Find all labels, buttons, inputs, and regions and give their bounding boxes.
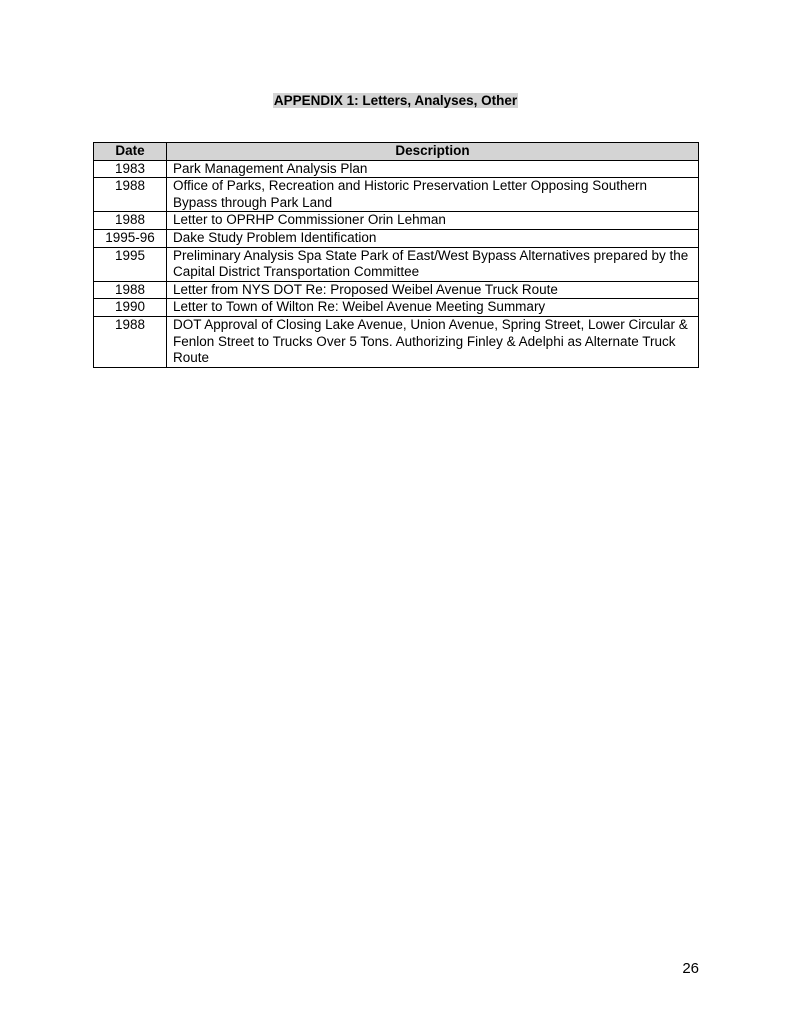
- row-date: 1988: [94, 316, 167, 367]
- table-row: [94, 247, 699, 281]
- row-description: Dake Study Problem Identification: [167, 229, 699, 247]
- row-date: 1988: [94, 281, 167, 299]
- row-description: Preliminary Analysis Spa State Park of East/West Bypass Alternatives prepared by the Capital District Transportation Committee: [167, 247, 699, 281]
- row-description: Office of Parks, Recreation and Historic Preservation Letter Opposing Southern Bypass through Park Land: [167, 178, 699, 212]
- table-row: [94, 178, 699, 212]
- appendix-heading: [0, 92, 791, 110]
- table-row: [94, 299, 699, 317]
- page-number: 26: [682, 960, 699, 977]
- table-row: [94, 316, 699, 367]
- date-column-header: Date: [94, 143, 167, 161]
- table-row: [94, 281, 699, 299]
- appendix-table: [93, 142, 699, 368]
- row-date: 1995: [94, 247, 167, 281]
- table-header-row: [94, 143, 699, 161]
- table-row: [94, 212, 699, 230]
- table-row: [94, 160, 699, 178]
- row-date: 1983: [94, 160, 167, 178]
- row-description: Park Management Analysis Plan: [167, 160, 699, 178]
- row-date: 1995-96: [94, 229, 167, 247]
- row-date: 1990: [94, 299, 167, 317]
- row-description: DOT Approval of Closing Lake Avenue, Union Avenue, Spring Street, Lower Circular & Fenlon Street to Trucks Over 5 Tons. Authorizing Finley & Adelphi as Alternate Truck Route: [167, 316, 699, 367]
- description-column-header: Description: [167, 143, 699, 161]
- appendix-heading-text: APPENDIX 1: Letters, Analyses, Other: [273, 93, 518, 108]
- table-row: [94, 229, 699, 247]
- row-description: Letter to Town of Wilton Re: Weibel Avenue Meeting Summary: [167, 299, 699, 317]
- row-description: Letter from NYS DOT Re: Proposed Weibel Avenue Truck Route: [167, 281, 699, 299]
- row-description: Letter to OPRHP Commissioner Orin Lehman: [167, 212, 699, 230]
- row-date: 1988: [94, 212, 167, 230]
- row-date: 1988: [94, 178, 167, 212]
